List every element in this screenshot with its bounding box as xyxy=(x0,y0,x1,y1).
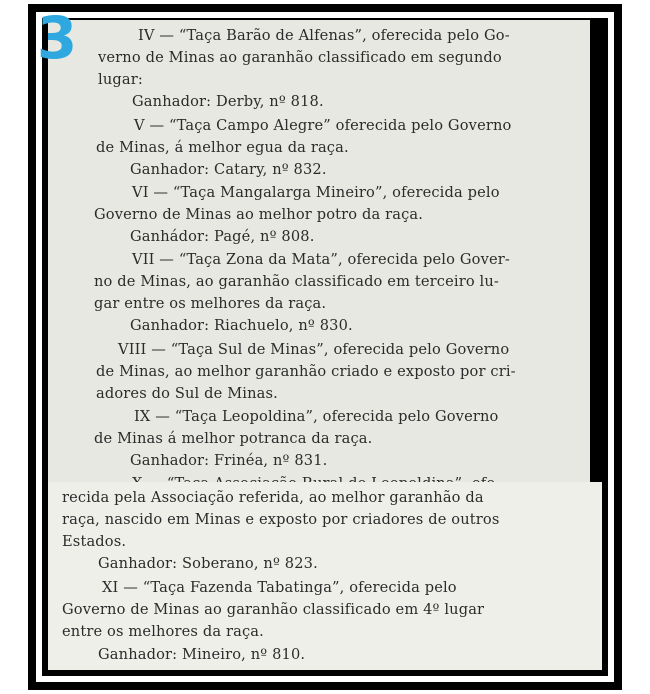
scanned-page-upper xyxy=(48,20,590,482)
text-line: adores do Sul de Minas. xyxy=(96,385,278,402)
page-number-badge: 3 xyxy=(36,4,78,72)
scanned-page-lower xyxy=(48,482,602,670)
text-line: VIII — “Taça Sul de Minas”, oferecida pelo Governo xyxy=(118,341,510,358)
text-line: gar entre os melhores da raça. xyxy=(94,295,327,312)
text-line: recida pela Associação referida, ao melhor garanhão da xyxy=(62,489,484,506)
text-line: VI — “Taça Mangalarga Mineiro”, oferecida pelo xyxy=(132,184,500,201)
text-line: IV — “Taça Barão de Alfenas”, oferecida pelo Go- xyxy=(138,27,510,44)
text-line: raça, nascido em Minas e exposto por criadores de outros xyxy=(62,511,500,528)
text-line: Ganhádor: Pagé, nº 808. xyxy=(130,228,315,245)
text-line: Ganhador: Catary, nº 832. xyxy=(130,161,327,178)
text-line: Ganhador: Soberano, nº 823. xyxy=(98,555,318,572)
text-line: entre os melhores da raça. xyxy=(62,623,264,640)
text-line: Ganhador: Derby, nº 818. xyxy=(132,93,324,110)
text-line: no de Minas, ao garanhão classificado em terceiro lu- xyxy=(94,273,500,290)
text-line: XI — “Taça Fazenda Tabatinga”, oferecida pelo xyxy=(102,579,457,596)
text-line: lugar: xyxy=(98,71,143,88)
text-line: VII — “Taça Zona da Mata”, oferecida pelo Gover- xyxy=(132,251,510,268)
text-line: V — “Taça Campo Alegre” oferecida pelo Governo xyxy=(134,117,512,134)
text-line: IX — “Taça Leopoldina”, oferecida pelo Governo xyxy=(134,408,499,425)
text-line: Governo de Minas ao garanhão classificado em 4º lugar xyxy=(62,601,485,618)
text-line: Estados. xyxy=(62,533,127,550)
text-line: Governo de Minas ao melhor potro da raça. xyxy=(94,206,424,223)
text-line: Ganhador: Mineiro, nº 810. xyxy=(98,646,306,663)
text-line: de Minas á melhor potranca da raça. xyxy=(94,430,373,447)
text-line: de Minas, ao melhor garanhão criado e exposto por cri- xyxy=(96,363,516,380)
text-line: Ganhador: Frinéa, nº 831. xyxy=(130,452,328,469)
text-line: Ganhador: Riachuelo, nº 830. xyxy=(130,317,353,334)
text-line: verno de Minas ao garanhão classificado em segundo xyxy=(98,49,502,66)
text-line: de Minas, á melhor egua da raça. xyxy=(96,139,349,156)
